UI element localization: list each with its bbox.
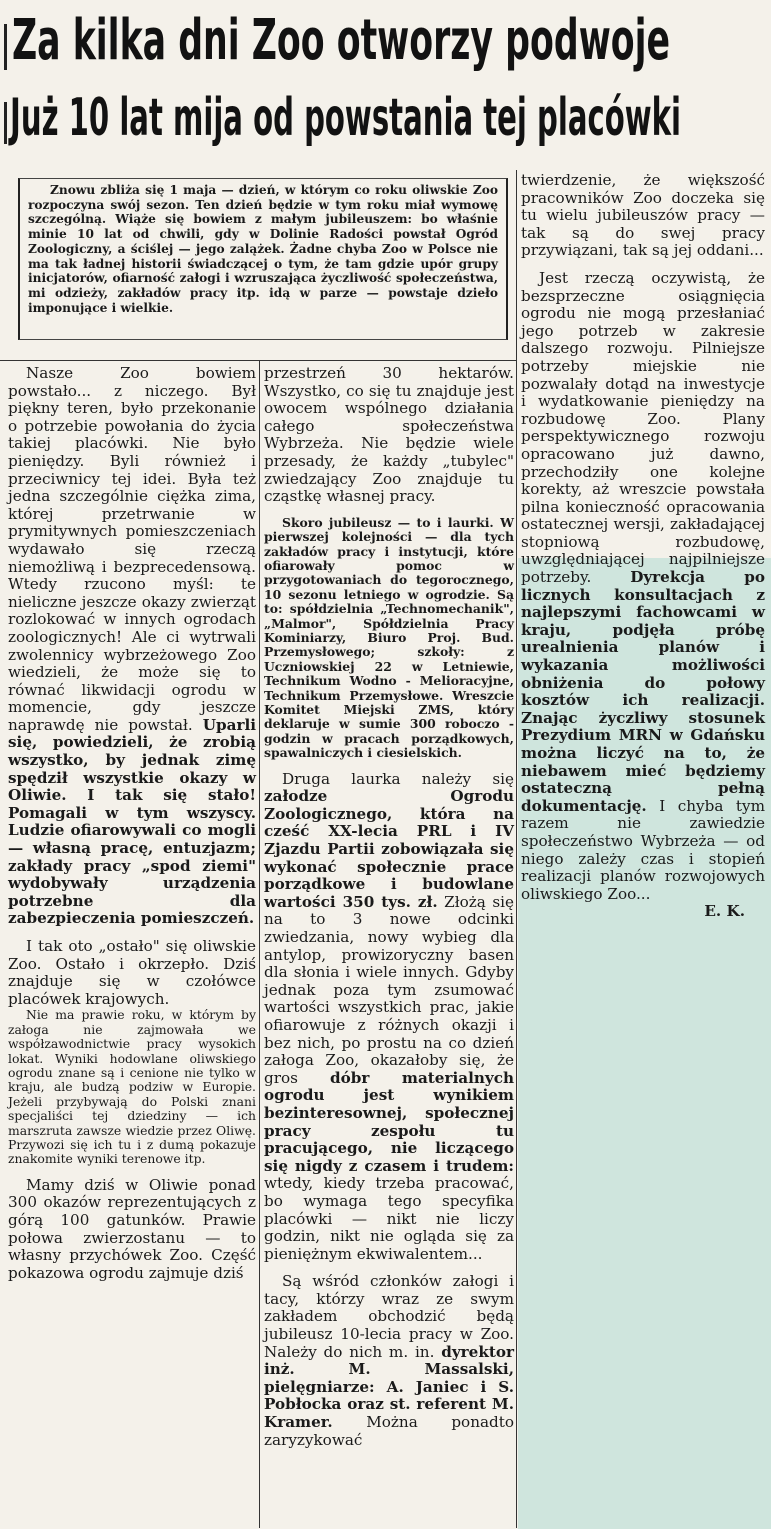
- col2-p3-text-c: wtedy, kiedy trzeba pracować, bo wymaga tego specyfika placówki — nikt nie liczy godzin, nikt nie ogląda się za pieniężnym ekwiwalentem...: [264, 1174, 514, 1263]
- col3-p2-bold: Dyrekcja po licznych konsultacjach z najlepszymi fachowcami w kraju, podjęła próbę urealnienia planów i wykazania możliwości obniżenia do połowy kosztów ich realizacji. Znając życzliwy stosunek Prezydium MRN w Gdańsku można liczyć na to, że niebawem mieć będziemy ostateczną pełną dokumentację.: [521, 568, 765, 815]
- col1-p1-bold: Uparli się, powiedzieli, że zrobią wszystko, by jednak zimę spędził wszystkie okazy w Oliwie. I tak się stało! Pomagali w tym wszyscy. Ludzie ofiarowywali co mogli — własną pracę, entuzjazm; zakłady pracy „spod ziemi" wydobywały urządzenia potrzebne dla zabezpieczenia pomieszczeń.: [8, 715, 257, 928]
- col3-paragraph-2: [521, 270, 765, 903]
- col2-p4-bold: dyrektor inż. M. Massalski, pielęgniarze: A. Janiec i S. Pobłocka oraz st. referent M. Kramer.: [264, 1342, 514, 1432]
- col1-paragraph-4: Mamy dziś w Oliwie ponad 300 okazów reprezentujących z górą 100 gatunków. Prawie połowa zwierzostanu — to własny przychówek Zoo. Część pokazowa ogrodu zajmuje dziś: [8, 1175, 256, 1282]
- col1-paragraph-2: I tak oto „ostało" się oliwskie Zoo. Ostało i okrzepło. Dziś znajduje się w czołówce placówek krajowych.: [8, 937, 256, 1008]
- col2-p3-text-b: Złożą się na to 3 nowe odcinki zwiedzania, nowy wybieg dla antylop, prowizoryczny basen dla słonia i wiele innych. Gdyby jednak poza tym zsumować wartości wszystkich prac, jakie ofiarowuje z różnych okazji i bez nich, po prostu na co dzień załoga Zoo, okazałoby się, że gros: [264, 892, 514, 1087]
- col2-paragraph-2: Skoro jubileusz — to i laurki. W pierwszej kolejności — dla tych zakładów pracy i instytucji, które ofiarowały pomoc w przygotowaniach do tegorocznego, 10 sezonu letniego w ogrodzie. Są to: spółdzielnia „Technomechanik", „Malmor", Spółdzielnia Pracy Kominiarzy, Biuro Proj. Bud. Przemysłowego; szkoły: z Uczniowskiej 22 w Letniewie, Technikum Wodno - Melioracyjne, Technikum Przemysłowe. Wreszcie Komitet Miejski ZMS, który deklaruje w sumie 300 roboczo - godzin w pracach porządkowych, spawalniczych i ciesielskich.: [264, 514, 514, 761]
- column-rule-2: [516, 170, 517, 1528]
- column-3: [521, 172, 765, 921]
- col1-p1-text: Nasze Zoo bowiem powstało... z niczego. Był piękny teren, było przekonanie o potrzebie powołania do życia takiej placówki. Nie było pieniędzy. Byli również i przeciwnicy tej idei. Była też jedna szczególnie ciężka zima, której przetrwanie w prymitywnych pomieszczeniach wydawało się rzeczą niemożliwą i bezprecedensową. Wtedy rzucono myśl: te nieliczne jeszcze okazy zwierząt rozlokować w innych ogrodach zoologicznych! Ale ci wytrwali zwolennicy wybrzeżowego Zoo wiedzieli, że może się to równać likwidacji ogrodu w momencie, gdy jeszcze naprawdę nie powstał.: [8, 364, 256, 734]
- headline-title: Za kilka dni Zoo otworzy podwoje: [12, 8, 671, 73]
- col2-p4-text-a: Są wśród członków załogi i tacy, którzy wraz ze swym zakładem obchodzić będą jubileusz 10-lecia pracy w Zoo. Należy do nich m. in.: [264, 1272, 514, 1361]
- lead-paragraph: Znowu zbliża się 1 maja — dzień, w którym co roku oliwskie Zoo rozpoczyna swój sezon. Ten dzień będzie w tym roku miał wymowę szczególną. Wiąże się bowiem z małym jubileuszem: bo właśnie minie 10 lat od chwili, gdy w Dolinie Radości powstał Ogród Zoologiczny, a ściślej — jego zalążek. Żadne chyba Zoo w Polsce nie ma tak ładnej historii świadczącej o tym, że tam gdzie upór grupy inicjatorów, ofiarność załogi i wzruszająca życzliwość społeczeństwa, mi odzieży, zakładów pracy itp. idą w parze — powstaje dzieło imponujące i wielkie.: [28, 183, 498, 315]
- col1-paragraph-3: Nie ma prawie roku, w którym by załoga nie zajmowała we współzawodnictwie pracy wysokich lokat. Wyniki hodowlane oliwskiego ogrodu znane są i cenione nie tylko w kraju, ale budzą podziw w Europie. Jeżeli przybywają do Polski znani specjaliści tej dziedziny — ich marszruta zawsze wiedzie przez Oliwę. Przywozi się ich tu i z dumą pokazuje znakomite wyniki terenowe itp.: [8, 1007, 256, 1167]
- col3-p2-text-a: Jest rzeczą oczywistą, że bezsprzeczne osiągnięcia ogrodu nie mogą przesłaniać jego potrzeb w zakresie dalszego rozwoju. Pilniejsze potrzeby miejskie nie pozwalały dotąd na inwestycje i wydatkowanie pieniędzy na rozbudowę Zoo. Plany perspektywicznego rozwoju opracowano już dawno, przechodziły one kolejne korekty, aż wreszcie powstała pilna konieczność opracowania ostatecznej wersji, zakładającej stopniową rozbudowę, uwzględniającej najpilniejsze potrzeby.: [521, 268, 765, 587]
- subheadline-bar: [4, 102, 7, 144]
- col2-paragraph-4: [264, 1273, 514, 1449]
- col3-paragraph-1: twierdzenie, że większość pracowników Zoo doczeka się tu wielu jubileuszów pracy — tak są do swej pracy przywiązani, tak są jej oddani...: [521, 171, 765, 260]
- col2-p3-bold: załodze Ogrodu Zoologicznego, która na cześć XX-lecia PRL i IV Zjazdu Partii zobowiązała się wykonać społecznie prace porządkowe i budowlane wartości 350 tys. zł.: [264, 787, 514, 911]
- author-signature: E. K.: [704, 902, 745, 921]
- col2-p3-bold-2: dóbr materialnych ogrodu jest wynikiem bezinteresownej, społecznej pracy zespołu tu pracującego, nie liczącego się nigdy z czasem i trudem:: [264, 1068, 514, 1175]
- col2-p3-text-a: Druga laurka należy się: [282, 769, 514, 788]
- column-2: [264, 365, 514, 1449]
- column-1: [8, 365, 256, 1282]
- headline-subtitle: Już 10 lat mija od powstania tej placówki: [10, 88, 682, 148]
- col3-p2-text-b: I chyba tym razem nie zawiedzie społeczeństwo Wybrzeża — od niego zależy czas i stopień realizacji planów rozwojowych oliwskiego Zoo...: [521, 796, 765, 903]
- col1-paragraph-1: [8, 365, 256, 928]
- lead-box: [18, 178, 508, 340]
- col2-paragraph-3: [264, 771, 514, 1264]
- col2-p4-text-b: Można ponadto zaryzykować: [264, 1413, 514, 1449]
- headline-bar: [4, 24, 7, 70]
- column-top-rule: [0, 360, 516, 361]
- col2-paragraph-1: przestrzeń 30 hektarów. Wszystko, co się tu znajduje jest owocem wspólnego działania całego społeczeństwa Wybrzeża. Nie będzie wiele przesady, że każdy „tubylec" zwiedzający Zoo znajduje tu cząstkę własnej pracy.: [264, 364, 514, 506]
- column-rule-1: [259, 360, 260, 1528]
